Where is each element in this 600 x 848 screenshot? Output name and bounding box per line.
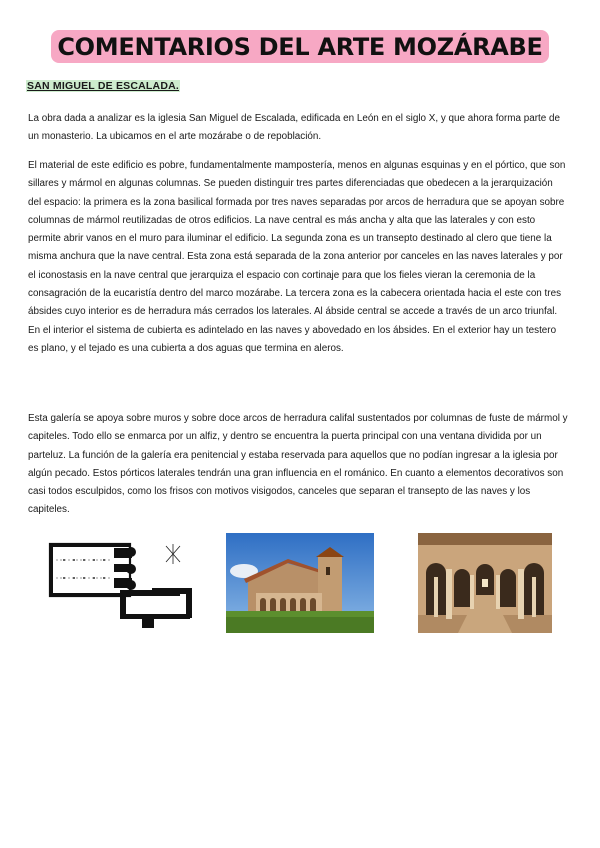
- interior-photo: [418, 533, 552, 633]
- paragraph-description: El material de este edificio es pobre, fundamentalmente mampostería, menos en algunas esquinas y en el pórtico, que son sillares y mármol en algunas columnas. Se pueden distinguir tres partes diferenciadas que obedecen a la jerarquización del espacio: la primera es la zona basilical formada por tres naves separadas por arcos de herradura que se apoyan sobre columnas de mármol reutilizadas de otros edificios. La nave central es más ancha y alta que las laterales y con esto permite abrir vanos en el muro para iluminar el edificio. La segunda zona es un transepto destinado al clero que tiene la misma anchura que la nave central. Esta zona está separada de la zona anterior por canceles en las naves laterales y por el iconostasis en la nave central que jerarquiza el espacio con cortinaje para que los fieles vieran la ceremonia de la consagración de la eucaristía dentro del marco mozárabe. La tercera zona es la cabecera orientada hacia el este con tres ábsides cuyo interior es de herradura más cerrados los laterales. Al ábside central se accede a través de un arco triunfal. En el interior el sistema de cubierta es adintelado en las naves y abovedado en los ábsides. En el exterior hay un testero es plano, y el tejado es una cubierta a dos aguas que termina en aleros.: [28, 160, 566, 354]
- floor-plan-image: [44, 538, 198, 630]
- section-subtitle: SAN MIGUEL DE ESCALADA.: [27, 80, 179, 92]
- title-container: [0, 30, 600, 63]
- page-title: COMENTARIOS DEL ARTE MOZÁRABE: [51, 30, 548, 63]
- paragraph-intro: La obra dada a analizar es la iglesia San Miguel de Escalada, edificada en León en el siglo X, y que ahora forma parte de un monasterio. La ubicamos en el arte mozárabe o de repoblación.: [28, 113, 560, 143]
- paragraph-gallery: Esta galería se apoya sobre muros y sobre doce arcos de herradura califal sustentados por columnas de fuste de mármol y capiteles. Todo ello se enmarca por un alfiz, y dentro se encuentra la puerta principal con una ventana dividida por un parteluz. La función de la galería era penitencial y estaba reservada para aquellos que no podían ingresar a la iglesia por algún pecado. Estos pórticos laterales tendrán una gran influencia en el románico. En cuanto a elementos decorativos son casi todos esculpidos, como los frisos con motivos visigodos, canceles que separan el transepto de las naves y los capiteles.: [28, 413, 568, 516]
- exterior-photo: [226, 533, 374, 633]
